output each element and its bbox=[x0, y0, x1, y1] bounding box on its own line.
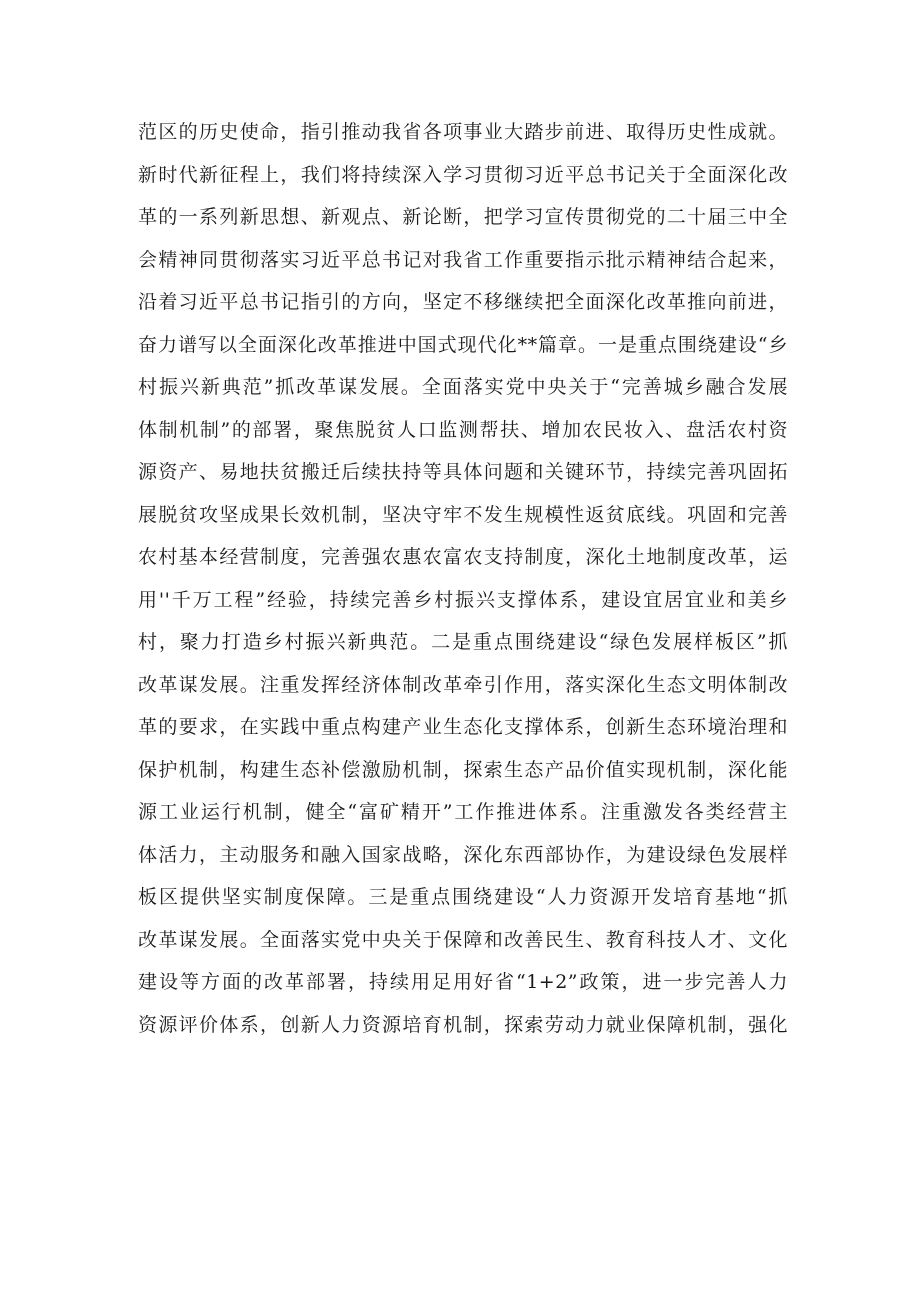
text-line: 改革谋发展。全面落实党中央关于保障和改善民生、教育科技人才、文化 bbox=[138, 928, 788, 951]
text-line: 源工业运行机制，健全“富矿精开”工作推进体系。注重激发各类经营主 bbox=[138, 801, 788, 823]
text-line: 板区提供坚实制度保障。三是重点围绕建设“人力资源开发培育基地“抓 bbox=[138, 886, 788, 908]
text-line: 体活力，主动服务和融入国家战略，深化东西部协作，为建设绿色发展样 bbox=[138, 843, 788, 866]
text-line: 建设等方面的改革部署，持续用足用好省“1+2”政策，进一步完善人力 bbox=[138, 971, 788, 993]
text-line: 资源评价体系，创新人力资源培育机制，探索劳动力就业保障机制，强化 bbox=[138, 1013, 788, 1036]
text-line: 村，聚力打造乡村振兴新典范。二是重点围绕建设“绿色发展样板区”抓 bbox=[138, 631, 788, 653]
text-line: 奋力谱写以全面深化改革推进中国式现代化**篇章。一是重点围绕建设“乡 bbox=[138, 333, 788, 356]
text-line: 用''千万工程”经验，持续完善乡村振兴支撑体系，建设宜居宜业和美乡 bbox=[138, 588, 788, 611]
text-line: 范区的历史使命，指引推动我省各项事业大踏步前进、取得历史性成就。 bbox=[138, 121, 788, 143]
text-line: 沿着习近平总书记指引的方向，坚定不移继续把全面深化改革推向前进， bbox=[138, 291, 788, 313]
body-paragraph bbox=[138, 111, 788, 1046]
text-line: 改革谋发展。注重发挥经济体制改革牵引作用，落实深化生态文明体制改 bbox=[138, 673, 788, 696]
text-line: 革的一系列新思想、新观点、新论断，把学习宣传贯彻党的二十届三中全 bbox=[138, 206, 788, 228]
text-line: 展脱贫攻坚成果长效机制，坚决守牢不发生规模性返贫底线。巩固和完善 bbox=[138, 503, 788, 526]
text-line: 会精神同贯彻落实习近平总书记对我省工作重要指示批示精神结合起来， bbox=[138, 248, 788, 271]
text-line: 新时代新征程上，我们将持续深入学习贯彻习近平总书记关于全面深化改 bbox=[138, 163, 788, 186]
text-line: 革的要求，在实践中重点构建产业生态化支撑体系，创新生态环境治理和 bbox=[138, 716, 788, 738]
text-line: 源资产、易地扶贫搬迁后续扶持等具体问题和关键环节，持续完善巩固拓 bbox=[138, 461, 788, 483]
text-line: 保护机制，构建生态补偿激励机制，探索生态产品价值实现机制，深化能 bbox=[138, 758, 788, 781]
text-line: 体制机制”的部署，聚焦脱贫人口监测帮扶、增加农民妆入、盘活农村资 bbox=[138, 418, 788, 441]
text-line: 村振兴新典范”抓改革谋发展。全面落实党中央关于“完善城乡融合发展 bbox=[138, 376, 788, 398]
text-line: 农村基本经营制度，完善强农惠农富农支持制度，深化土地制度改革，运 bbox=[138, 546, 788, 568]
